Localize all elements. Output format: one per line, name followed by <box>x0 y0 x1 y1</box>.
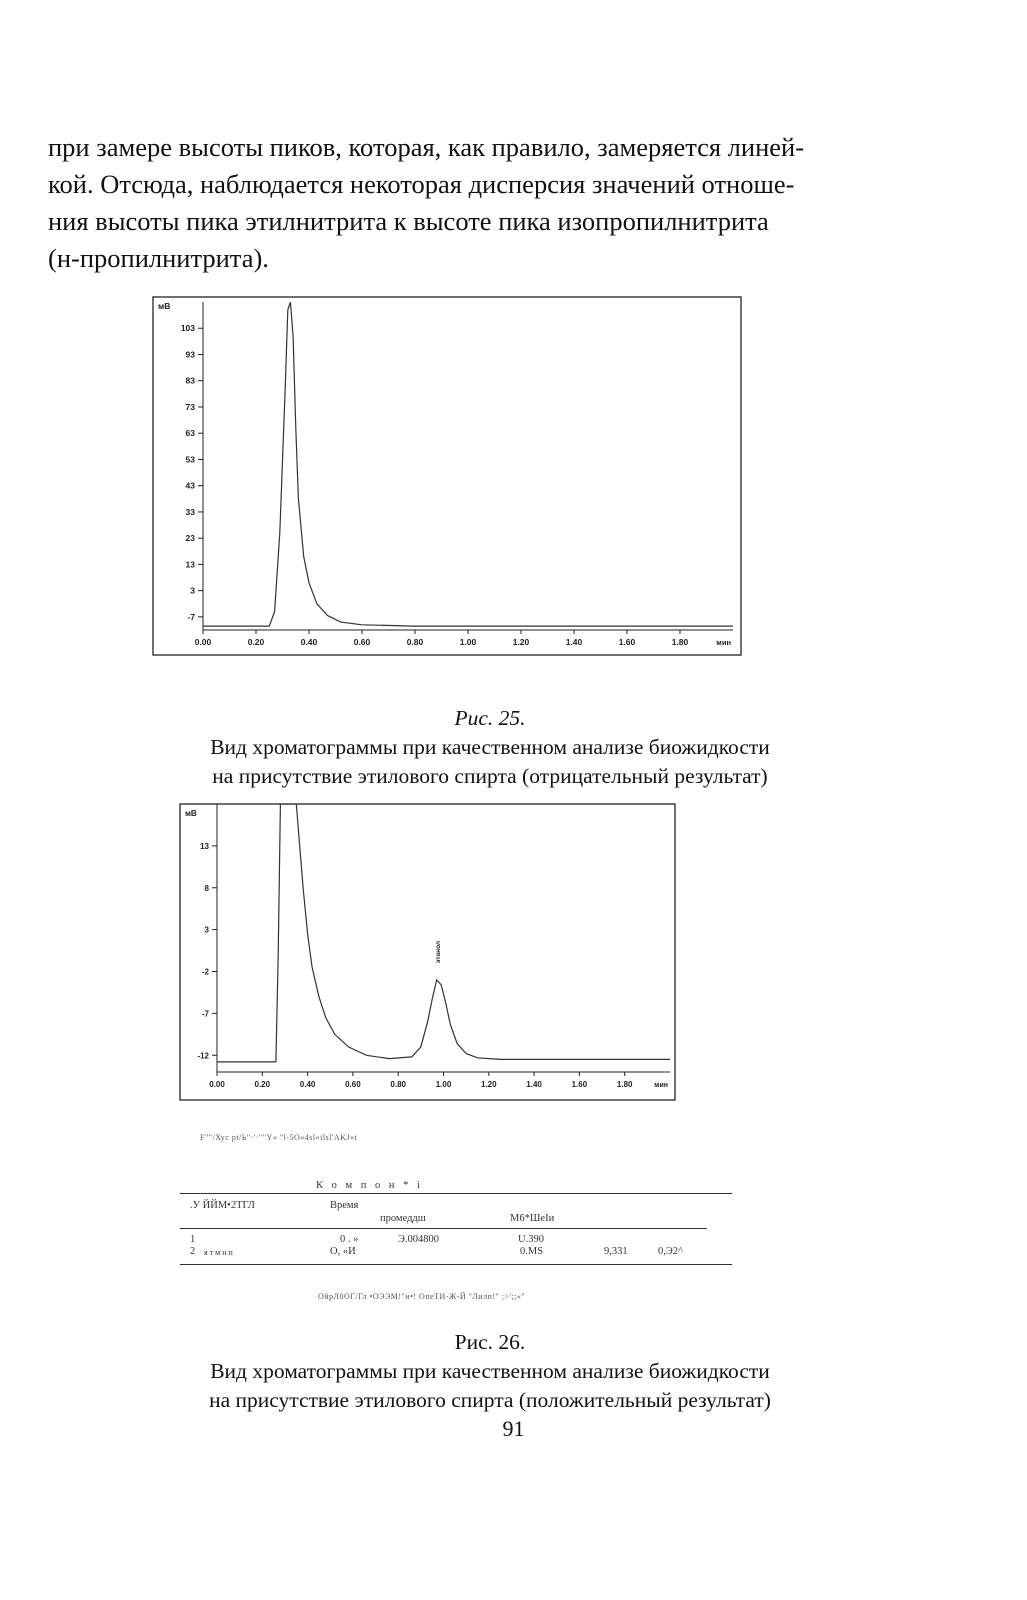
x-tick-label: 0.40 <box>299 1080 316 1089</box>
chromatogram-25-svg <box>148 292 748 662</box>
y-tick-label: 43 <box>185 480 195 491</box>
y-tick-label: 73 <box>185 401 195 412</box>
chromatogram-line <box>203 302 733 626</box>
y-tick-label: 13 <box>200 841 209 851</box>
body-line: кой. Отсюда, наблюдается некоторая дисперсия значений отноше- <box>48 169 795 199</box>
table-rule <box>180 1228 707 1229</box>
caption-label: Рис. 26. <box>454 1330 526 1354</box>
caption-text: Вид хроматограммы при качественном анализе биожидкости <box>210 735 770 759</box>
body-line: при замере высоты пиков, которая, как правило, замеряется линей- <box>48 132 805 162</box>
y-tick-label: -12 <box>197 1051 209 1061</box>
y-tick-label: 23 <box>185 533 195 544</box>
x-tick-label: 0.80 <box>390 1080 406 1089</box>
x-tick-label: 1.60 <box>571 1080 588 1089</box>
table-row-value: U.390 <box>518 1234 544 1245</box>
y-tick-label: 8 <box>204 883 209 893</box>
body-paragraph <box>48 129 918 277</box>
x-tick-label: 1.00 <box>435 1080 452 1089</box>
y-tick-label: 13 <box>185 559 195 570</box>
y-tick-label: -2 <box>201 967 209 977</box>
y-tick-label: 33 <box>185 506 195 517</box>
x-tick-label: 0.20 <box>247 637 265 647</box>
x-tick-label: 1.60 <box>618 637 636 647</box>
x-tick-label: 1.00 <box>459 637 477 647</box>
figure-25-caption <box>40 704 940 791</box>
caption-line <box>40 1328 940 1386</box>
chromatogram-26-svg <box>175 796 685 1106</box>
x-unit-label: мин <box>716 638 731 647</box>
y-tick-label: 83 <box>185 375 195 386</box>
table-row-num: 2 <box>190 1246 196 1257</box>
x-tick-label: 1.40 <box>526 1080 542 1089</box>
chart-frame <box>180 804 675 1100</box>
table-rule <box>180 1193 732 1194</box>
table-title: К о м п о н * i <box>316 1180 423 1191</box>
y-tick-label: 93 <box>185 349 195 360</box>
x-tick-label: 1.80 <box>671 637 689 647</box>
chart-frame <box>153 297 741 655</box>
caption-line: на присутствие этилового спирта (положительный результат) <box>209 1388 771 1412</box>
caption-label: Рис. 25. <box>454 706 526 730</box>
table-row-num: 1 <box>190 1234 196 1245</box>
table-row-value: 9,331 <box>604 1246 628 1257</box>
body-line: ния высоты пика этилнитрита к высоте пика изопропилнитрита <box>48 206 769 236</box>
chromatogram-line <box>217 804 670 1062</box>
x-unit-label: мин <box>654 1082 668 1089</box>
y-tick-label: 3 <box>190 585 195 596</box>
table-row-value: 0.МS <box>520 1246 544 1257</box>
x-tick-label: 0.60 <box>353 637 371 647</box>
x-tick-label: 0.00 <box>194 637 212 647</box>
table-header-sub2: М6*ШеIи <box>510 1213 555 1224</box>
report-note-top: F""/Хус pt/Ь"·'·'"'Y« "l-5O«4sl«ilsl'AKJ«t <box>200 1133 358 1142</box>
y-tick-label: 63 <box>185 428 195 439</box>
x-tick-label: 1.80 <box>616 1080 633 1089</box>
x-tick-label: 0.60 <box>345 1080 361 1089</box>
x-tick-label: 1.20 <box>512 637 530 647</box>
y-tick-label: 53 <box>185 454 195 465</box>
figure-26-caption <box>40 1328 940 1415</box>
chromatogram-figure-26 <box>175 796 685 1106</box>
report-note-bottom: ОйрЛ0ОГ/Гл •ОЭЭМ!"и•! ОпеТИ-Ж-Й "Лилп!" ;>';;«" <box>318 1292 526 1301</box>
x-tick-label: 0.00 <box>209 1080 225 1089</box>
peak-label: этанол <box>435 940 443 964</box>
component-table <box>180 1180 732 1275</box>
x-tick-label: 1.40 <box>565 637 583 647</box>
x-tick-label: 0.80 <box>406 637 424 647</box>
caption-text: Вид хроматограммы при качественном анализе биожидкости <box>210 1359 770 1383</box>
x-tick-label: 0.20 <box>254 1080 271 1089</box>
y-tick-label: 103 <box>180 323 195 334</box>
y-unit-label: мВ <box>158 301 171 311</box>
y-unit-label: мВ <box>185 809 197 818</box>
page-number: 91 <box>502 1416 525 1441</box>
y-tick-label: -7 <box>187 611 195 622</box>
chromatogram-figure-25 <box>148 292 748 662</box>
y-tick-label: -7 <box>201 1009 209 1019</box>
table-rule <box>180 1264 732 1265</box>
table-header-name: .У ЙЙМ•2ТГЛ <box>190 1200 255 1211</box>
table-row-value: 0,Э2^ <box>658 1246 683 1257</box>
y-tick-label: 3 <box>204 925 209 935</box>
table-row-time: О, «И <box>330 1246 356 1257</box>
table-row-name: я т м н п <box>204 1248 233 1257</box>
caption-line <box>40 704 940 762</box>
caption-line: на присутствие этилового спирта (отрицательный результат) <box>212 764 768 788</box>
x-tick-label: 0.40 <box>300 637 318 647</box>
x-tick-label: 1.20 <box>481 1080 497 1089</box>
table-row-time: 0 . » <box>340 1234 359 1245</box>
table-header-sub1: промеддш <box>380 1213 426 1224</box>
table-header-time: Время <box>330 1200 359 1211</box>
body-line: (н-пропилнитрита). <box>48 243 269 273</box>
table-row-value: Э.004800 <box>398 1234 440 1245</box>
